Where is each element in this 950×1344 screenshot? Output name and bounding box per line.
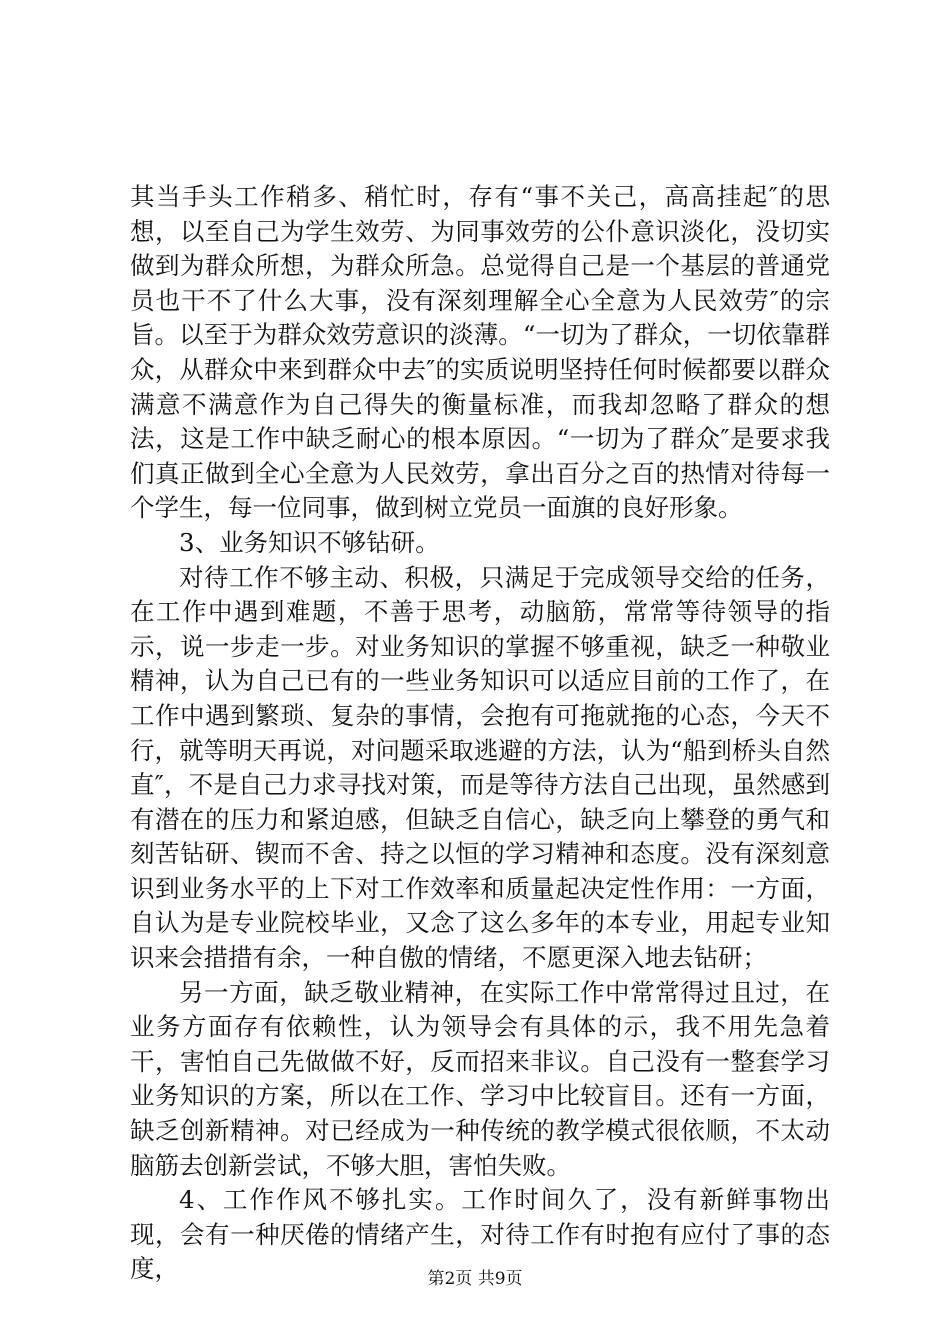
section-heading-3: 3、业务知识不够钻研。 [179,527,440,557]
paragraph: 对待工作不够主动、积极，只满足于完成领导交给的任务，在工作中遇到难题，不善于思考，动脑筋，常常等待领导的指示，说一步走一步。对业务知识的掌握不够重视，缺乏一种敬业精神，认为自己已有的一些业务知识可以适应目前的工作了，在工作中遇到繁琐、复杂的事情，会抱有可拖就拖的心态，今天不行，就等明天再说，对问题采取逃避的方法，认为“船到桥头自然直″，不是自己力求寻找对策，而是等待方法自己出现，虽然感到有潜在的压力和紧迫感，但缺乏自信心，缺乏向上攀登的勇气和刻苦钻研、锲而不舍、持之以恒的学习精神和态度。没有深刻意识到业务水平的上下对工作效率和质量起决定性作用：一方面，自认为是专业院校毕业，又念了这么多年的本专业，用起专业知识来会措措有余，一种自傲的情绪，不愿更深入地去钻研； [130,562,830,973]
paragraph-section-4: 4、工作作风不够扎实。工作时间久了，没有新鲜事物出现，会有一种厌倦的情绪产生，对待工作有时抱有应付了事的态度， [130,1185,830,1284]
page-number-footer: 第2页 共9页 [427,1269,523,1289]
document-body [130,180,830,1287]
paragraph-continuation: 其当手头工作稍多、稍忙时，存有“事不关己，高高挂起″的思想，以至自己为学生效劳、为同事效劳的公仆意识淡化，没切实做到为群众所想，为群众所急。总觉得自己是一个基层的普通党员也干不了什么大事，没有深刻理解全心全意为人民效劳″的宗旨。以至于为群众效劳意识的淡薄。“一切为了群众，一切依靠群众，从群众中来到群众中去″的实质说明坚持任何时候都要以群众满意不满意作为自己得失的衡量标准，而我却忽略了群众的想法，这是工作中缺乏耐心的根本原因。“一切为了群众″是要求我们真正做到全心全意为人民效劳，拿出百分之百的热情对待每一个学生，每一位同事，做到树立党员一面旗的良好形象。 [130,182,830,523]
paragraph: 另一方面，缺乏敬业精神，在实际工作中常常得过且过，在业务方面存有依赖性，认为领导会有具体的示，我不用先急着干，害怕自己先做做不好，反而招来非议。自己没有一整套学习业务知识的方案，所以在工作、学习中比较盲目。还有一方面，缺乏创新精神。对已经成为一种传统的教学模式很依顺，不太动脑筋去创新尝试，不够大胆，害怕失败。 [130,977,830,1180]
